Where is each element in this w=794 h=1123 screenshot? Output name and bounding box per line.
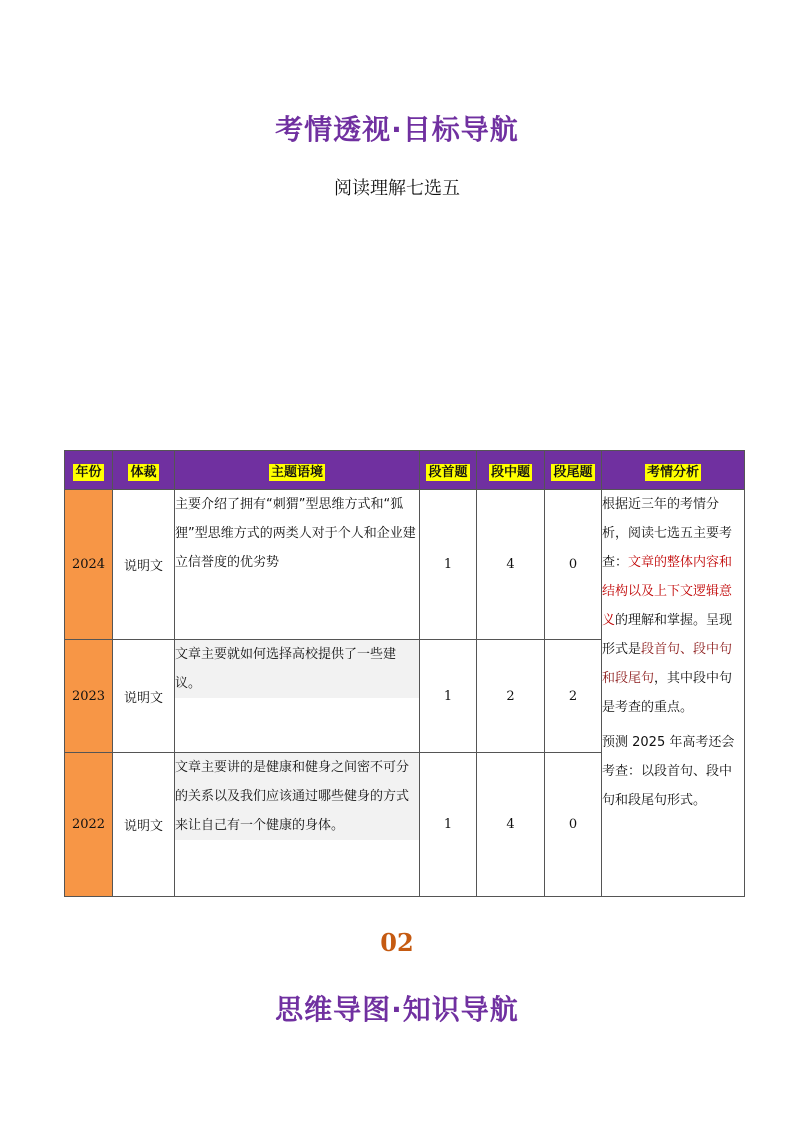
theme-text: 文章主要讲的是健康和健身之间密不可分的关系以及我们应该通过哪些健身的方式来让自己有一个健康的身体。: [175, 753, 419, 840]
first-count-cell: 1: [420, 753, 477, 897]
page-title: 考情透视·目标导航: [275, 113, 519, 146]
column-header: 主题语境: [175, 451, 420, 490]
column-header: 段中题: [477, 451, 545, 490]
column-header: 体裁: [113, 451, 175, 490]
table-row: [65, 490, 745, 640]
theme-text: 文章主要就如何选择高校提供了一些建议。: [175, 640, 419, 698]
column-header: 年份: [65, 451, 113, 490]
first-count-cell: 1: [420, 640, 477, 753]
genre-cell: 说明文: [113, 640, 175, 753]
column-header: 段尾题: [545, 451, 602, 490]
analysis-prediction: 预测 2025 年高考还会考查：以段首句、段中句和段尾句形式。: [602, 735, 735, 808]
table-header-row: [65, 451, 745, 490]
genre-cell: 说明文: [113, 490, 175, 640]
year-cell: 2024: [65, 490, 113, 640]
column-header: 考情分析: [602, 451, 745, 490]
theme-cell: [175, 490, 420, 640]
year-cell: 2022: [65, 753, 113, 897]
column-header: 段首题: [420, 451, 477, 490]
analysis-cell: 根据近三年的考情分析，阅读七选五主要考查：文章的整体内容和结构以及上下文逻辑意义的理解和掌握。呈现形式是段首句、段中句和段尾句，其中段中句是考查的重点。 预测 2025 年高考还会考查：以段首句、段中句和段尾句形式。: [602, 490, 745, 897]
theme-cell: [175, 753, 420, 897]
theme-text: 主要介绍了拥有“刺猬”型思维方式和“狐狸”型思维方式的两类人对于个人和企业建立信誉度的优劣势: [175, 497, 416, 570]
analysis-focus: 文章的整体内容和结构以及上下文逻辑意义: [602, 555, 733, 628]
analysis-forms: 段首句、段中句和段尾句: [602, 642, 733, 686]
first-count-cell: 1: [420, 490, 477, 640]
section-number: 02: [380, 928, 414, 957]
middle-count-cell: 4: [477, 753, 545, 897]
theme-cell: [175, 640, 420, 753]
last-count-cell: 0: [545, 490, 602, 640]
section-title: 思维导图·知识导航: [275, 993, 519, 1026]
page-subtitle: 阅读理解七选五: [334, 178, 460, 199]
genre-cell: 说明文: [113, 753, 175, 897]
year-cell: 2023: [65, 640, 113, 753]
last-count-cell: 0: [545, 753, 602, 897]
exam-analysis-table: [64, 450, 745, 897]
middle-count-cell: 2: [477, 640, 545, 753]
last-count-cell: 2: [545, 640, 602, 753]
middle-count-cell: 4: [477, 490, 545, 640]
